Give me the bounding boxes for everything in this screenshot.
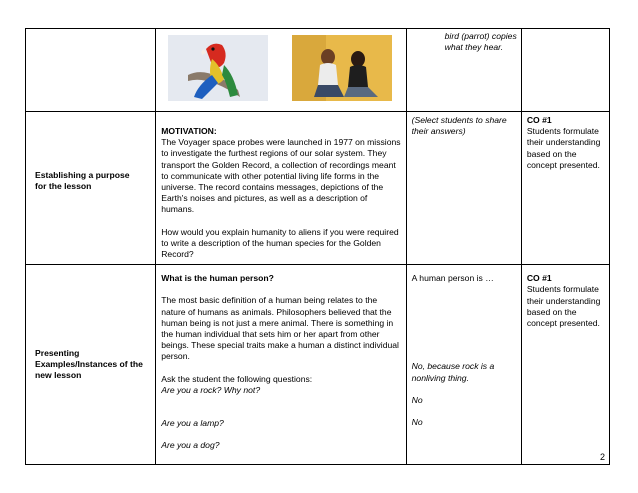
row1-content-cell xyxy=(156,112,406,265)
girls-image xyxy=(292,35,392,101)
row2-co-text: Students formulate their understanding based on the concept presented. xyxy=(526,284,601,329)
row2-content-cell xyxy=(156,265,406,465)
motivation-title: MOTIVATION: xyxy=(161,126,217,136)
question-rock: Are you a rock? Why not? xyxy=(161,384,261,395)
row1-response-cell xyxy=(406,112,521,265)
lesson-heading: What is the human person? xyxy=(161,273,274,284)
response-dog: No xyxy=(411,417,423,428)
lesson-plan-table xyxy=(25,28,610,465)
question-dog: Are you a dog? xyxy=(161,440,220,451)
row2-label-cell xyxy=(26,265,156,465)
row2-response-cell xyxy=(406,265,521,465)
row0-image-cell xyxy=(156,29,406,112)
row0-response-text: bird (parrot) copies what they hear. xyxy=(444,31,517,53)
row1-label-cell xyxy=(26,112,156,265)
question-lamp: Are you a lamp? xyxy=(161,418,224,429)
table-row-image xyxy=(26,29,610,112)
motivation-text: The Voyager space probes were launched in 1977 on missions to investigate the furthest regions of our solar system. They transport the Golden Record, a collection of recordings meant to communicate with other potential living life forms in the universe. The record contains messages, depictions of the Earth's noises and pictures, as well as a description of humans. xyxy=(161,137,401,215)
row0-label-cell xyxy=(26,29,156,112)
row1-response: (Select students to share their answers) xyxy=(411,115,507,137)
row1-label: Establishing a purpose for the lesson xyxy=(35,170,130,191)
row2-co-cell xyxy=(521,265,609,465)
row2-co-title: CO #1 xyxy=(526,273,552,284)
ask-instruction: Ask the student the following questions: xyxy=(161,373,313,384)
page-number: 2 xyxy=(600,452,606,462)
row2-label: Presenting Examples/Instances of the new lesson xyxy=(35,348,143,381)
response-human-person: A human person is … xyxy=(411,273,494,284)
row1-co-title: CO #1 xyxy=(526,115,552,125)
row1-co-text: Students formulate their understanding based on the concept presented. xyxy=(526,126,601,170)
row0-response-cell xyxy=(406,29,521,112)
row0-co-cell xyxy=(521,29,609,112)
motivation-question: How would you explain humanity to aliens if you were required to write a description of the human species for the Golden Record? xyxy=(161,226,399,260)
parrot-image xyxy=(168,35,268,101)
response-rock: No, because rock is a nonliving thing. xyxy=(411,361,495,383)
table-row-examples xyxy=(26,265,610,465)
response-lamp: No xyxy=(411,394,423,405)
lesson-paragraph: The most basic definition of a human being relates to the nature of humans as animals. Philosophers believed that the human being is not just a mere animal. There is something in the human individual that sets him or her apart from other beings. These special traits make a human a distinct individual person. xyxy=(161,295,399,362)
table-row-purpose xyxy=(26,112,610,265)
row1-co-cell xyxy=(521,112,609,265)
illustration-image xyxy=(168,35,392,101)
